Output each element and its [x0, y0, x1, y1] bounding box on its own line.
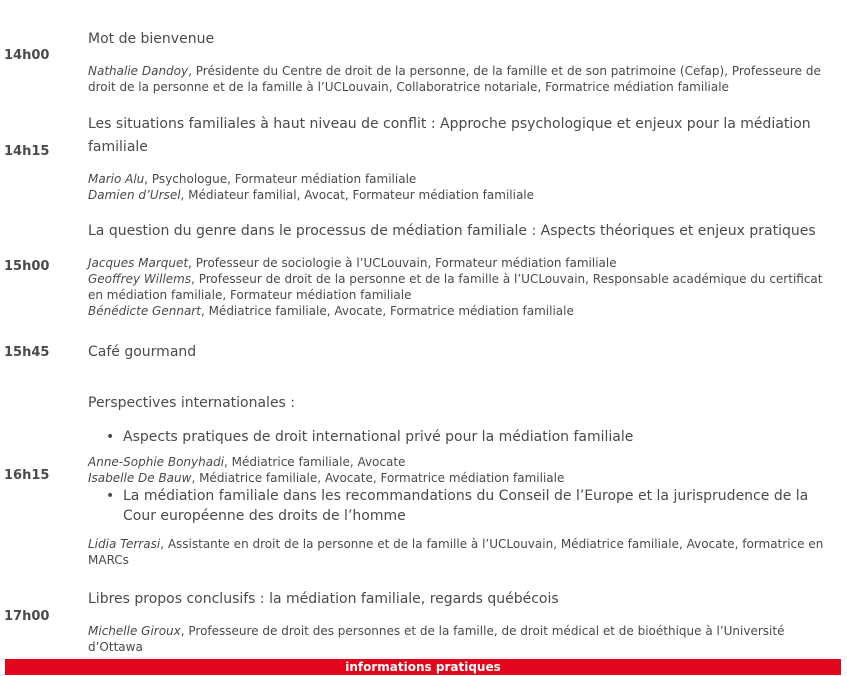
speaker-line [88, 303, 833, 319]
speaker-line [88, 171, 833, 187]
speaker-desc: , Professeur de sociologie à l’UCLouvain, Formateur médiation familiale [188, 256, 617, 270]
session-title: Libres propos conclusifs : la médiation familiale, regards québécois [88, 591, 559, 607]
speaker-desc: , Médiatrice familiale, Avocate [224, 455, 406, 469]
session-title: Perspectives internationales : [88, 395, 296, 411]
session-title: Café gourmand [88, 344, 197, 360]
speaker-name: Mario Alu [88, 172, 145, 186]
time-label: 14h00 [4, 48, 50, 63]
speaker-line [88, 63, 833, 95]
speaker-name: Isabelle De Bauw [88, 471, 192, 485]
speaker-line [88, 454, 833, 470]
speaker-name: Damien d’Ursel [88, 188, 181, 202]
speaker-name: Nathalie Dandoy [88, 64, 189, 78]
speaker-desc: , Médiatrice familiale, Avocate, Formatrice médiation familiale [191, 471, 565, 485]
session-title: Mot de bienvenue [88, 31, 215, 47]
speaker-name: Bénédicte Gennart [88, 304, 201, 318]
speaker-name: Michelle Giroux [88, 624, 181, 638]
time-label: 15h45 [4, 345, 50, 360]
speaker-line [88, 470, 833, 486]
session-title: La question du genre dans le processus de médiation familiale : Aspects théoriques et enjeux pratiques [88, 223, 816, 239]
time-label: 17h00 [4, 609, 50, 624]
speaker-line [88, 271, 833, 303]
speaker-name: Anne-Sophie Bonyhadi [88, 455, 225, 469]
time-label: 14h15 [4, 144, 50, 159]
speaker-name: Geoffrey Willems [88, 272, 192, 286]
bullet-item: • La médiation familiale dans les recommandations du Conseil de l’Europe et la jurisprudence de la Cour européenne des droits de l’homme [88, 486, 833, 526]
speaker-desc: , Psychologue, Formateur médiation familiale [144, 172, 417, 186]
speaker-line [88, 187, 833, 203]
speaker-desc: , Présidente du Centre de droit de la personne, de la famille et de son patrimoine (Cefap), Professeure de droit de la personne et de la famille à l’UCLouvain, Collaboratrice notariale, Formatrice médiation familiale [88, 64, 821, 94]
bullet-item: • Aspects pratiques de droit international privé pour la médiation familiale [88, 427, 833, 447]
time-label: 15h00 [4, 259, 50, 274]
practical-info-button[interactable]: informations pratiques [5, 659, 841, 675]
speaker-line [88, 255, 833, 271]
session-title: Les situations familiales à haut niveau de conflit : Approche psychologique et enjeux pour la médiation familiale [88, 116, 811, 155]
speaker-desc: , Assistante en droit de la personne et de la famille à l’UCLouvain, Médiatrice familiale, Avocate, formatrice en MARCs [88, 537, 824, 567]
time-label: 16h15 [4, 468, 50, 483]
speaker-desc: , Médiateur familial, Avocat, Formateur médiation familiale [180, 188, 535, 202]
speaker-name: Jacques Marquet [88, 256, 189, 270]
speaker-name: Lidia Terrasi [88, 537, 161, 551]
speaker-desc: , Professeure de droit des personnes et de la famille, de droit médical et de bioéthique à l’Université d’Ottawa [88, 624, 785, 654]
speaker-line [88, 536, 833, 568]
speaker-desc: , Professeur de droit de la personne et de la famille à l’UCLouvain, Responsable académique du certificat en médiation familiale, Formateur médiation familiale [88, 272, 823, 302]
speaker-desc: , Médiatrice familiale, Avocate, Formatrice médiation familiale [200, 304, 574, 318]
speaker-line [88, 623, 833, 655]
